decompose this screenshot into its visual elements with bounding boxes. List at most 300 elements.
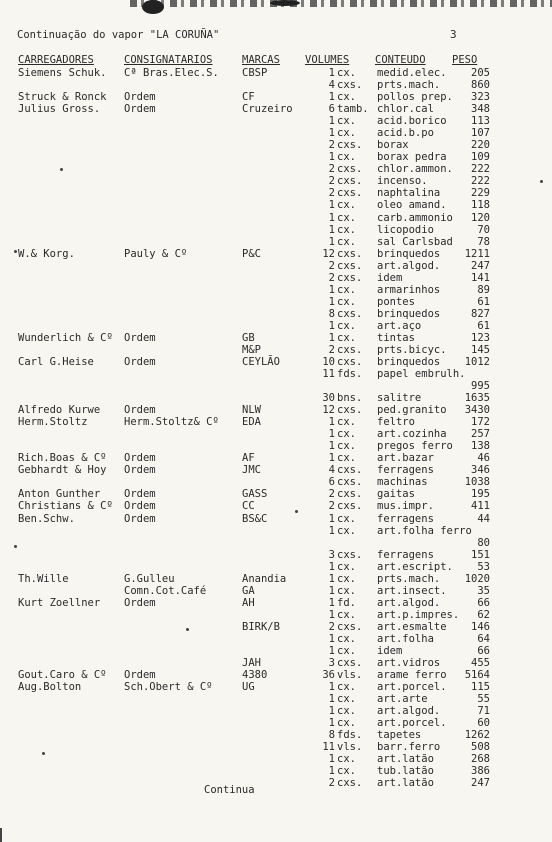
conteudo-cell: art.folha ferro <box>377 524 472 537</box>
quantity-cell: 2 <box>328 343 335 356</box>
quantity-cell: 6 <box>328 103 335 116</box>
unit-cell: cx. <box>337 717 356 730</box>
table-row <box>0 428 552 440</box>
unit-cell: cx. <box>337 440 356 453</box>
table-row <box>0 224 552 236</box>
conteudo-cell: oleo amand. <box>377 199 447 212</box>
table-row <box>0 284 552 296</box>
unit-cell: cxs. <box>337 620 363 633</box>
unit-cell: cx. <box>337 705 356 718</box>
peso-cell: 1020 <box>464 572 490 585</box>
quantity-cell: 1 <box>328 91 335 104</box>
conteudo-cell: arame ferro <box>377 669 447 681</box>
peso-cell: 146 <box>471 620 490 633</box>
table-row <box>0 500 552 512</box>
table-row <box>0 272 552 284</box>
marca-cell: CEYLÃO <box>242 356 280 368</box>
carregador-cell: Th.Wille <box>18 572 69 585</box>
consignatario-cell: Pauly & Cº <box>124 247 188 260</box>
conteudo-cell: art.cozinha <box>377 428 447 441</box>
consignatario-cell: Ordem <box>124 512 156 525</box>
conteudo-cell: ferragens <box>377 512 434 525</box>
unit-cell: cxs. <box>337 488 363 501</box>
unit-cell: cx. <box>337 331 356 344</box>
consignatario-cell: Ordem <box>124 404 156 417</box>
conteudo-cell: art.esmalte <box>377 620 447 633</box>
conteudo-cell: sal Carlsbad <box>377 235 453 248</box>
table-row <box>0 476 552 488</box>
marca-cell: CC <box>242 500 255 513</box>
quantity-cell: 1 <box>328 452 335 465</box>
consignatario-cell: Ordem <box>124 488 156 501</box>
marca-cell: AH <box>242 596 255 609</box>
unit-cell: cx. <box>337 753 356 766</box>
peso-cell: 89 <box>477 283 490 296</box>
unit-cell: cxs. <box>337 500 363 513</box>
quantity-cell: 30 <box>322 392 335 405</box>
peso-cell: 229 <box>471 187 490 200</box>
conteudo-cell: armarinhos <box>377 283 441 296</box>
table-row <box>0 248 552 260</box>
peso-cell: 247 <box>471 259 490 272</box>
unit-cell: cx. <box>337 632 356 645</box>
conteudo-cell: feltro <box>377 416 415 429</box>
peso-cell: 113 <box>471 115 490 128</box>
table-row <box>0 296 552 308</box>
peso-cell: 44 <box>477 512 490 525</box>
marca-cell: BIRK/B <box>242 620 280 633</box>
quantity-cell: 2 <box>328 620 335 633</box>
unit-cell: cxs. <box>337 476 363 489</box>
quantity-cell: 1 <box>328 428 335 441</box>
unit-cell: cx. <box>337 693 356 706</box>
table-row <box>0 621 552 633</box>
unit-cell: fds. <box>337 368 363 380</box>
quantity-cell: 2 <box>328 175 335 188</box>
table-row <box>0 332 552 344</box>
scan-edge-mark <box>0 828 2 842</box>
conteudo-cell: chlor.ammon. <box>377 163 453 176</box>
peso-cell: 220 <box>471 139 490 152</box>
peso-cell: 61 <box>477 295 490 308</box>
marca-cell: Cruzeiro <box>242 103 293 116</box>
peso-cell: 66 <box>477 644 490 657</box>
unit-cell: cx. <box>337 211 356 224</box>
unit-cell: cxs. <box>337 404 363 417</box>
unit-cell: fd. <box>337 596 356 609</box>
peso-cell: 1211 <box>464 247 490 260</box>
consignatario-cell: Ordem <box>124 356 156 368</box>
quantity-cell: 1 <box>328 115 335 128</box>
table-row <box>0 777 552 789</box>
unit-cell: bns. <box>337 392 363 405</box>
peso-cell: 411 <box>471 500 490 513</box>
table-row <box>0 151 552 163</box>
table-row <box>0 741 552 753</box>
unit-cell: cxs. <box>337 657 363 669</box>
carregador-cell: Carl G.Heise <box>18 356 94 368</box>
table-row <box>0 392 552 404</box>
conteudo-cell: barr.ferro <box>377 741 441 754</box>
carregador-cell: Gout.Caro & Cº <box>18 669 107 681</box>
document-title: Continuação do vapor "LA CORUÑA" <box>17 29 220 41</box>
quantity-cell: 1 <box>328 632 335 645</box>
conteudo-cell: ferragens <box>377 548 434 561</box>
table-row <box>0 260 552 272</box>
marca-cell: P&C <box>242 247 261 260</box>
peso-cell: 46 <box>477 452 490 465</box>
quantity-cell: 1 <box>328 644 335 657</box>
ink-speck <box>14 545 17 548</box>
table-row <box>0 705 552 717</box>
table-row <box>0 681 552 693</box>
table-row <box>0 525 552 537</box>
unit-cell: cx. <box>337 235 356 248</box>
marca-cell: GB <box>242 331 255 344</box>
carregador-cell: Gebhardt & Hoy <box>18 464 107 477</box>
quantity-cell: 1 <box>328 223 335 236</box>
consignatario-cell: Ordem <box>124 91 156 104</box>
consignatario-cell: Ordem <box>124 331 156 344</box>
conteudo-cell: brinquedos <box>377 307 441 320</box>
peso-cell: 123 <box>471 331 490 344</box>
table-row <box>0 753 552 765</box>
peso-cell: 346 <box>471 464 490 477</box>
table-row <box>0 440 552 452</box>
conteudo-cell: papel embrulh. <box>377 368 466 380</box>
table-row <box>0 127 552 139</box>
carregador-cell: Aug.Bolton <box>18 681 82 693</box>
peso-cell: 80 <box>477 536 490 549</box>
unit-cell: cx. <box>337 644 356 657</box>
unit-cell: vls. <box>337 741 363 754</box>
conteudo-cell: art.bazar <box>377 452 434 465</box>
table-row <box>0 549 552 561</box>
unit-cell: cx. <box>337 295 356 308</box>
conteudo-cell: naphtalina <box>377 187 441 200</box>
quantity-cell: 1 <box>328 596 335 609</box>
conteudo-cell: acid.borico <box>377 115 447 128</box>
ink-speck <box>295 510 298 513</box>
marca-cell: UG <box>242 681 255 693</box>
peso-cell: 141 <box>471 271 490 284</box>
conteudo-cell: borax <box>377 139 409 152</box>
marca-cell: NLW <box>242 404 261 417</box>
peso-cell: 61 <box>477 319 490 332</box>
unit-cell: cxs. <box>337 139 363 152</box>
table-row <box>0 344 552 356</box>
marca-cell: JAH <box>242 657 261 669</box>
consignatario-cell: Sch.Obert & Cº <box>124 681 213 693</box>
marca-cell: GASS <box>242 488 268 501</box>
ink-speck <box>42 752 45 755</box>
table-row <box>0 488 552 500</box>
peso-cell: 386 <box>471 765 490 778</box>
quantity-cell: 36 <box>322 669 335 681</box>
unit-cell: cxs. <box>337 79 363 91</box>
unit-cell: cxs. <box>337 175 363 188</box>
quantity-cell: 1 <box>328 693 335 706</box>
unit-cell: cx. <box>337 319 356 332</box>
ink-blot <box>142 0 164 14</box>
table-row <box>0 765 552 777</box>
continuation-note: Continua <box>204 784 255 796</box>
ink-speck <box>540 180 543 183</box>
table-row <box>0 513 552 525</box>
peso-cell: 107 <box>471 127 490 140</box>
quantity-cell: 11 <box>322 368 335 380</box>
column-header-peso: PESO <box>452 54 478 66</box>
peso-cell: 860 <box>471 79 490 91</box>
ink-speck <box>60 168 63 171</box>
ink-speck <box>186 628 189 631</box>
conteudo-cell: art.vidros <box>377 657 441 669</box>
unit-cell: cx. <box>337 524 356 537</box>
carregador-cell: Ben.Schw. <box>18 512 75 525</box>
quantity-cell: 1 <box>328 608 335 621</box>
table-row <box>0 139 552 151</box>
quantity-cell: 3 <box>328 657 335 669</box>
unit-cell: cxs. <box>337 247 363 260</box>
conteudo-cell: idem <box>377 271 403 284</box>
unit-cell: cxs. <box>337 356 363 368</box>
carregador-cell: Rich.Boas & Cº <box>18 452 107 465</box>
conteudo-cell: tub.latão <box>377 765 434 778</box>
peso-cell: 1012 <box>464 356 490 368</box>
quantity-cell: 1 <box>328 319 335 332</box>
quantity-cell: 2 <box>328 271 335 284</box>
conteudo-cell: mus.impr. <box>377 500 434 513</box>
quantity-cell: 2 <box>328 500 335 513</box>
conteudo-cell: carb.ammonio <box>377 211 453 224</box>
conteudo-cell: prts.mach. <box>377 79 441 91</box>
table-row <box>0 67 552 79</box>
unit-cell: cxs. <box>337 307 363 320</box>
quantity-cell: 1 <box>328 440 335 453</box>
consignatario-cell: Comn.Cot.Café <box>124 584 207 597</box>
unit-cell: cxs. <box>337 187 363 200</box>
conteudo-cell: art.escript. <box>377 560 453 573</box>
quantity-cell: 8 <box>328 729 335 742</box>
table-row <box>0 91 552 103</box>
table-row <box>0 163 552 175</box>
peso-cell: 118 <box>471 199 490 212</box>
peso-cell: 257 <box>471 428 490 441</box>
quantity-cell: 2 <box>328 488 335 501</box>
quantity-cell: 3 <box>328 548 335 561</box>
table-row <box>0 597 552 609</box>
table-row <box>0 537 552 549</box>
carregador-cell: Anton Gunther <box>18 488 101 501</box>
peso-cell: 70 <box>477 223 490 236</box>
table-row <box>0 729 552 741</box>
consignatario-cell: Ordem <box>124 103 156 116</box>
table-row <box>0 79 552 91</box>
scan-noise-top <box>130 0 552 7</box>
consignatario-cell: G.Gulleu <box>124 572 175 585</box>
unit-cell: cx. <box>337 560 356 573</box>
quantity-cell: 1 <box>328 572 335 585</box>
quantity-cell: 2 <box>328 139 335 152</box>
peso-cell: 3430 <box>464 404 490 417</box>
conteudo-cell: pregos ferro <box>377 440 453 453</box>
marca-cell: AF <box>242 452 255 465</box>
marca-cell: M&P <box>242 343 261 356</box>
peso-cell: 78 <box>477 235 490 248</box>
carregador-cell: W.& Korg. <box>18 247 75 260</box>
table-row <box>0 404 552 416</box>
conteudo-cell: machinas <box>377 476 428 489</box>
carregador-cell: Struck & Ronck <box>18 91 107 104</box>
quantity-cell: 2 <box>328 187 335 200</box>
peso-cell: 66 <box>477 596 490 609</box>
unit-cell: cxs. <box>337 777 363 790</box>
column-header-marcas: MARCAS <box>242 54 280 66</box>
unit-cell: cx. <box>337 283 356 296</box>
conteudo-cell: art.latão <box>377 777 434 790</box>
quantity-cell: 1 <box>328 524 335 537</box>
table-row <box>0 561 552 573</box>
unit-cell: cx. <box>337 452 356 465</box>
conteudo-cell: ped.granito <box>377 404 447 417</box>
carregador-cell: Wunderlich & Cº <box>18 331 113 344</box>
marca-cell: 4380 <box>242 669 268 681</box>
conteudo-cell: art.porcel. <box>377 681 447 693</box>
conteudo-cell: pontes <box>377 295 415 308</box>
quantity-cell: 1 <box>328 235 335 248</box>
conteudo-cell: borax pedra <box>377 151 447 164</box>
consignatario-cell: Ordem <box>124 500 156 513</box>
quantity-cell: 12 <box>322 404 335 417</box>
unit-cell: tamb. <box>337 103 369 116</box>
conteudo-cell: pollos prep. <box>377 91 453 104</box>
quantity-cell: 1 <box>328 211 335 224</box>
consignatario-cell: Herm.Stoltz& Cº <box>124 416 219 429</box>
quantity-cell: 1 <box>328 681 335 693</box>
unit-cell: cx. <box>337 115 356 128</box>
carregador-cell: Kurt Zoellner <box>18 596 101 609</box>
table-row <box>0 645 552 657</box>
unit-cell: cx. <box>337 199 356 212</box>
peso-cell: 205 <box>471 67 490 79</box>
quantity-cell: 2 <box>328 259 335 272</box>
table-row <box>0 115 552 127</box>
conteudo-cell: art.folha <box>377 632 434 645</box>
peso-cell: 1262 <box>464 729 490 742</box>
unit-cell: cx. <box>337 223 356 236</box>
unit-cell: cx. <box>337 572 356 585</box>
carregador-cell: Siemens Schuk. <box>18 67 107 79</box>
conteudo-cell: tintas <box>377 331 415 344</box>
table-row <box>0 320 552 332</box>
conteudo-cell: art.aço <box>377 319 422 332</box>
quantity-cell: 1 <box>328 127 335 140</box>
table-row <box>0 103 552 115</box>
conteudo-cell: acid.b.po <box>377 127 434 140</box>
table-row <box>0 609 552 621</box>
quantity-cell: 1 <box>328 705 335 718</box>
table-row <box>0 657 552 669</box>
quantity-cell: 8 <box>328 307 335 320</box>
conteudo-cell: prts.mach. <box>377 572 441 585</box>
quantity-cell: 1 <box>328 717 335 730</box>
conteudo-cell: idem <box>377 644 403 657</box>
conteudo-cell: art.p.impres. <box>377 608 460 621</box>
peso-cell: 71 <box>477 705 490 718</box>
peso-cell: 222 <box>471 175 490 188</box>
conteudo-cell: art.arte <box>377 693 428 706</box>
peso-cell: 172 <box>471 416 490 429</box>
page-number: 3 <box>450 28 457 41</box>
table-row <box>0 368 552 380</box>
peso-cell: 195 <box>471 488 490 501</box>
column-header-conteudo: CONTEUDO <box>375 54 426 66</box>
peso-cell: 508 <box>471 741 490 754</box>
conteudo-cell: salitre <box>377 392 422 405</box>
table-row <box>0 187 552 199</box>
quantity-cell: 1 <box>328 151 335 164</box>
unit-cell: cxs. <box>337 548 363 561</box>
quantity-cell: 11 <box>322 741 335 754</box>
unit-cell: cx. <box>337 91 356 104</box>
peso-cell: 145 <box>471 343 490 356</box>
peso-cell: 222 <box>471 163 490 176</box>
table-row <box>0 669 552 681</box>
unit-cell: cx. <box>337 765 356 778</box>
unit-cell: cx. <box>337 416 356 429</box>
conteudo-cell: art.insect. <box>377 584 447 597</box>
marca-cell: CBSP <box>242 67 268 79</box>
peso-cell: 35 <box>477 584 490 597</box>
conteudo-cell: brinquedos <box>377 247 441 260</box>
unit-cell: cx. <box>337 127 356 140</box>
quantity-cell: 2 <box>328 163 335 176</box>
peso-cell: 53 <box>477 560 490 573</box>
marca-cell: JMC <box>242 464 261 477</box>
carregador-cell: Herm.Stoltz <box>18 416 88 429</box>
peso-cell: 323 <box>471 91 490 104</box>
marca-cell: EDA <box>242 416 261 429</box>
quantity-cell: 1 <box>328 584 335 597</box>
unit-cell: cxs. <box>337 259 363 272</box>
quantity-cell: 1 <box>328 331 335 344</box>
table-row <box>0 633 552 645</box>
unit-cell: cx. <box>337 67 356 79</box>
table-row <box>0 308 552 320</box>
conteudo-cell: art.algod. <box>377 259 441 272</box>
quantity-cell: 1 <box>328 67 335 79</box>
quantity-cell: 1 <box>328 295 335 308</box>
table-row <box>0 585 552 597</box>
quantity-cell: 4 <box>328 79 335 91</box>
conteudo-cell: chlor.cal <box>377 103 434 116</box>
unit-cell: vls. <box>337 669 363 681</box>
table-row <box>0 717 552 729</box>
conteudo-cell: art.algod. <box>377 596 441 609</box>
unit-cell: cxs. <box>337 271 363 284</box>
peso-cell: 1635 <box>464 392 490 405</box>
consignatario-cell: Ordem <box>124 464 156 477</box>
quantity-cell: 12 <box>322 247 335 260</box>
quantity-cell: 4 <box>328 464 335 477</box>
table-row <box>0 199 552 211</box>
peso-cell: 1038 <box>464 476 490 489</box>
conteudo-cell: incenso. <box>377 175 428 188</box>
peso-cell: 120 <box>471 211 490 224</box>
peso-cell: 827 <box>471 307 490 320</box>
peso-cell: 60 <box>477 717 490 730</box>
table-row <box>0 416 552 428</box>
